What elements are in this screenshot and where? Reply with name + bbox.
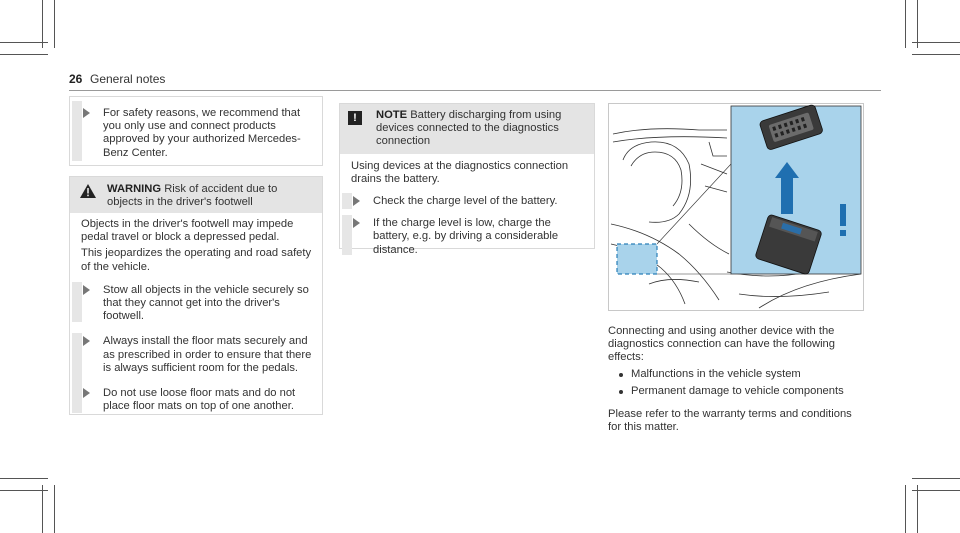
diagnostics-illustration	[608, 103, 864, 311]
arrow-icon	[83, 285, 90, 295]
warning-triangle-icon	[80, 184, 96, 198]
crop-mark	[917, 485, 918, 533]
bullet-dot-icon	[619, 390, 623, 394]
crop-mark	[54, 0, 55, 48]
exclamation-icon: !	[348, 111, 362, 125]
note-box	[339, 103, 595, 256]
arrow-icon	[83, 108, 90, 118]
warning-box	[69, 176, 323, 415]
warning-label: WARNING	[107, 183, 162, 195]
crop-mark	[0, 478, 48, 479]
crop-mark	[912, 490, 960, 491]
effects-list	[608, 368, 868, 398]
arrow-icon	[353, 218, 360, 228]
note-title: Battery discharging from using devices connected to the diagnostics connection	[376, 109, 562, 148]
warning-paragraph: This jeopardizes the operating and road safety of the vehicle.	[81, 247, 312, 273]
crop-mark	[905, 0, 906, 48]
crop-mark	[0, 490, 48, 491]
crop-mark	[912, 478, 960, 479]
crop-mark	[905, 485, 906, 533]
crop-mark	[0, 54, 48, 55]
crop-mark	[54, 485, 55, 533]
warning-title: Risk of accident due to objects in the driver's footwell	[107, 183, 278, 209]
note-label: NOTE	[376, 109, 408, 121]
list-item: Always install the floor mats securely and as prescribed in order to ensure that there is always sufficient room for the pedals.	[70, 335, 322, 375]
list-item: Stow all objects in the vehicle securely so that they cannot get into the driver's footwell.	[70, 284, 322, 324]
note-header	[340, 104, 594, 154]
crop-mark	[912, 42, 960, 43]
crop-mark	[912, 54, 960, 55]
list-item: Check the charge level of the battery.	[340, 195, 594, 208]
page-number: 26	[69, 72, 83, 86]
list-item: Permanent damage to vehicle components	[608, 385, 868, 398]
diagnostics-connector-illustration	[609, 104, 863, 310]
list-item: Do not use loose floor mats and do not place floor mats on top of one another.	[70, 387, 322, 413]
list-item: Malfunctions in the vehicle system	[608, 368, 868, 381]
list-item	[70, 107, 322, 160]
note-body: Using devices at the diagnostics connection drains the battery.	[351, 159, 569, 185]
intro-text: For safety reasons, we recommend that you only use and connect products approved by your authorized Mercedes-Benz Center.	[103, 107, 301, 159]
arrow-icon	[83, 336, 90, 346]
list-item: If the charge level is low, charge the battery, e.g. by driving a considerable distance.	[340, 217, 594, 257]
section-title: General notes	[90, 72, 166, 86]
header-rule	[69, 90, 881, 91]
warning-paragraph: Objects in the driver's footwell may impede pedal travel or block a depressed pedal.	[81, 218, 294, 244]
effects-paragraph: Connecting and using another device with the diagnostics connection can have the following effects:	[608, 325, 836, 364]
crop-mark	[917, 0, 918, 48]
warning-header	[70, 177, 322, 213]
warning-body	[70, 213, 322, 274]
crop-mark	[42, 485, 43, 533]
arrow-icon	[83, 388, 90, 398]
crop-mark	[42, 0, 43, 48]
crop-mark	[0, 42, 48, 43]
bullet-dot-icon	[619, 373, 623, 377]
arrow-icon	[353, 196, 360, 206]
closing-paragraph: Please refer to the warranty terms and conditions for this matter.	[608, 408, 852, 434]
intro-box	[69, 96, 323, 166]
